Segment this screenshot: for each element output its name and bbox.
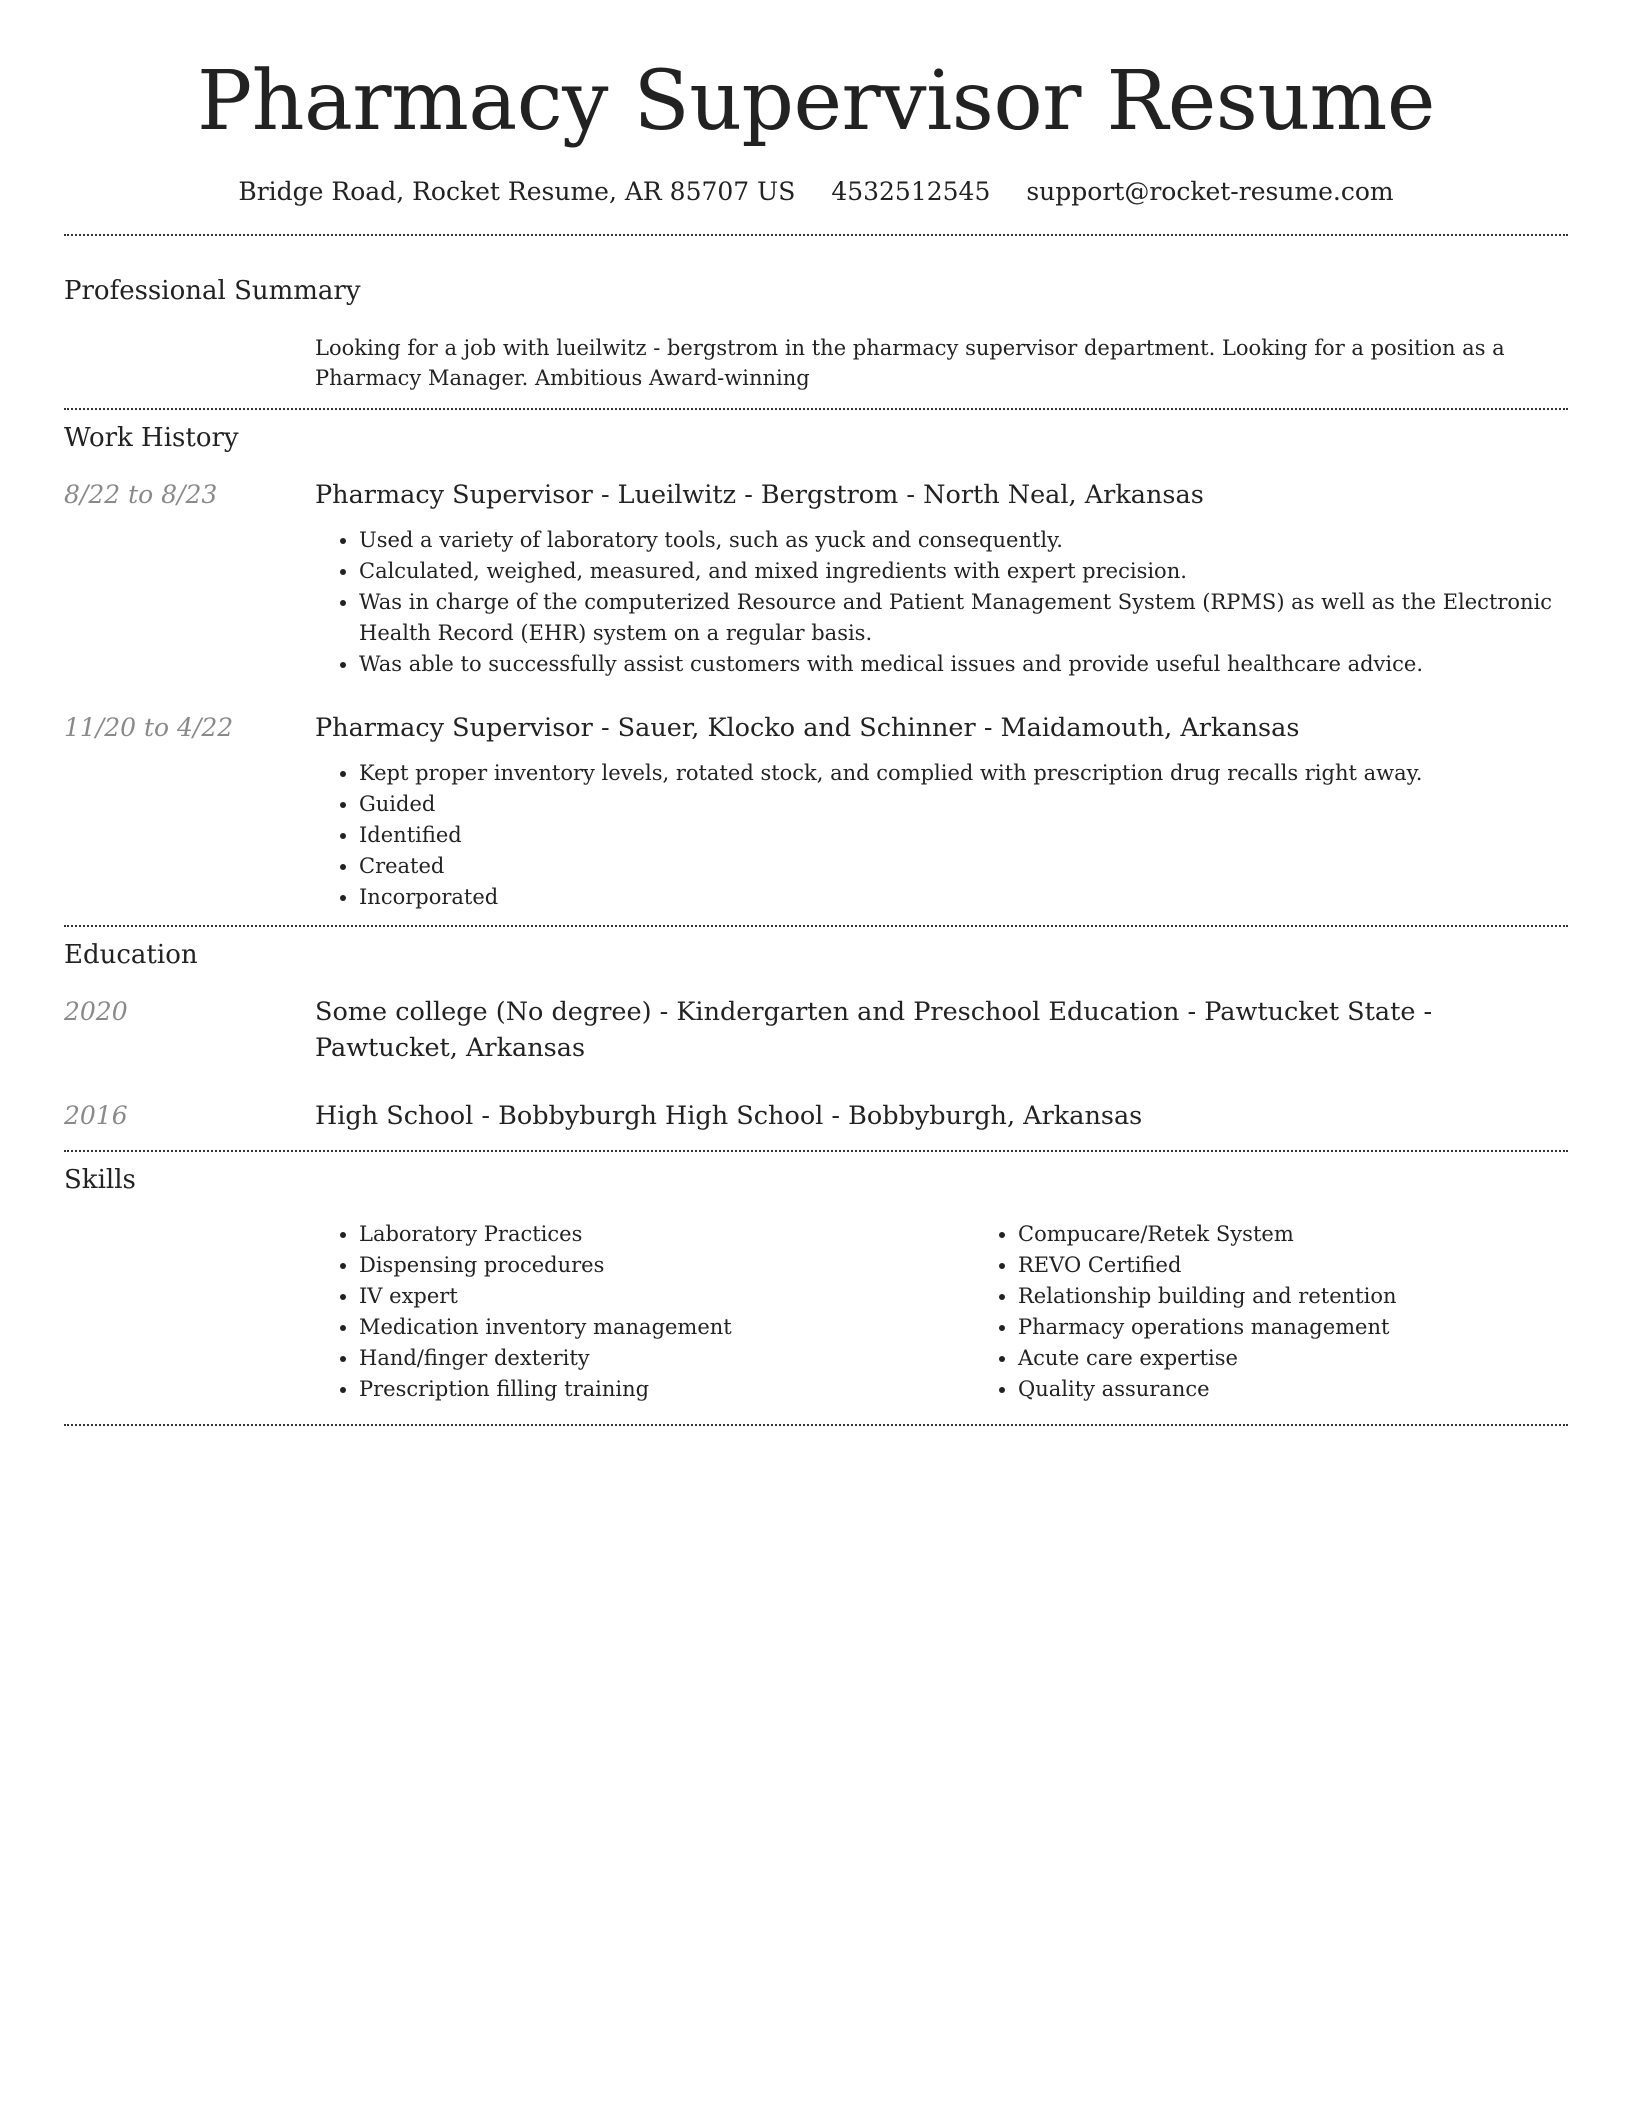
list-item: • Calculated, weighed, measured, and mixed ingredients with expert precision.	[359, 556, 1568, 587]
divider	[64, 1150, 1568, 1152]
education-details: - Bobbyburgh High School - Bobbyburgh, Arkansas	[473, 1101, 1143, 1131]
job-details: - Lueilwitz - Bergstrom - North Neal, Arkansas	[592, 480, 1204, 510]
skills-list	[315, 1219, 1632, 1405]
education-degree: High School	[315, 1101, 474, 1131]
summary-text: Looking for a job with lueilwitz - bergstrom in the pharmacy supervisor department. Looking for a position as a Pharmacy Manager. Ambitious Award-winning	[315, 336, 1505, 390]
section-heading-work: Work History	[64, 423, 239, 453]
job-title: Pharmacy Supervisor	[315, 713, 593, 743]
phone: 4532512545	[831, 177, 991, 206]
skill-item: • REVO Certified	[1018, 1250, 1632, 1281]
list-item: • Was able to successfully assist customers with medical issues and provide useful healthcare advice.	[359, 649, 1568, 680]
divider	[64, 234, 1568, 236]
page-title: Pharmacy Supervisor Resume	[197, 54, 1435, 149]
job-entry	[64, 477, 1568, 680]
job-dates: 8/22 to 8/23	[64, 480, 218, 509]
list-item: • Kept proper inventory levels, rotated stock, and complied with prescription drug recalls right away.	[359, 758, 1568, 789]
list-item: • Incorporated	[359, 882, 1568, 913]
education-year: 2020	[64, 997, 128, 1026]
skill-item: • Relationship building and retention	[1018, 1281, 1632, 1312]
divider	[64, 1424, 1568, 1426]
skill-item: • Compucare/Retek System	[1018, 1219, 1632, 1250]
section-heading-skills: Skills	[64, 1165, 136, 1195]
skills-column-1	[315, 1219, 974, 1405]
summary-row	[64, 333, 1568, 393]
education-details: - Pawtucket State - Pawtucket, Arkansas	[315, 997, 1433, 1063]
education-entry	[64, 1098, 1568, 1134]
list-item: • Used a variety of laboratory tools, such as yuck and consequently.	[359, 525, 1568, 556]
education-line	[315, 994, 1568, 1066]
list-item: • Created	[359, 851, 1568, 882]
education-entry	[64, 994, 1568, 1066]
job-title: Pharmacy Supervisor	[315, 480, 593, 510]
list-item: • Was in charge of the computerized Resource and Patient Management System (RPMS) as well as the Electronic Health Record (EHR) system on a regular basis.	[359, 587, 1568, 649]
skill-item: • Laboratory Practices	[359, 1219, 974, 1250]
divider	[64, 408, 1568, 410]
skill-item: • Acute care expertise	[1018, 1343, 1632, 1374]
skills-column-2	[974, 1219, 1632, 1405]
contact-info	[64, 176, 1568, 208]
section-heading-education: Education	[64, 940, 198, 970]
job-title-line	[315, 710, 1568, 746]
job-title-line	[315, 477, 1568, 513]
job-entry	[64, 710, 1568, 913]
list-item: • Identified	[359, 820, 1568, 851]
education-year: 2016	[64, 1101, 128, 1130]
job-bullets	[315, 525, 1568, 680]
skill-item: • Dispensing procedures	[359, 1250, 974, 1281]
skill-item: • Medication inventory management	[359, 1312, 974, 1343]
job-details: - Sauer, Klocko and Schinner - Maidamouth, Arkansas	[592, 713, 1300, 743]
divider	[64, 925, 1568, 927]
skill-item: • IV expert	[359, 1281, 974, 1312]
address: Bridge Road, Rocket Resume, AR 85707 US	[238, 177, 796, 206]
job-bullets	[315, 758, 1568, 913]
list-item: • Guided	[359, 789, 1568, 820]
skill-item: • Quality assurance	[1018, 1374, 1632, 1405]
education-degree: Some college (No degree) - Kindergarten and Preschool Education	[315, 997, 1180, 1027]
section-heading-summary: Professional Summary	[64, 276, 361, 306]
email: support@rocket-resume.com	[1026, 177, 1394, 206]
resume-page	[64, 0, 1568, 1426]
skill-item: • Hand/finger dexterity	[359, 1343, 974, 1374]
skills-row	[64, 1219, 1568, 1405]
job-dates: 11/20 to 4/22	[64, 713, 234, 742]
education-line	[315, 1098, 1568, 1134]
skill-item: • Prescription filling training	[359, 1374, 974, 1405]
skill-item: • Pharmacy operations management	[1018, 1312, 1632, 1343]
